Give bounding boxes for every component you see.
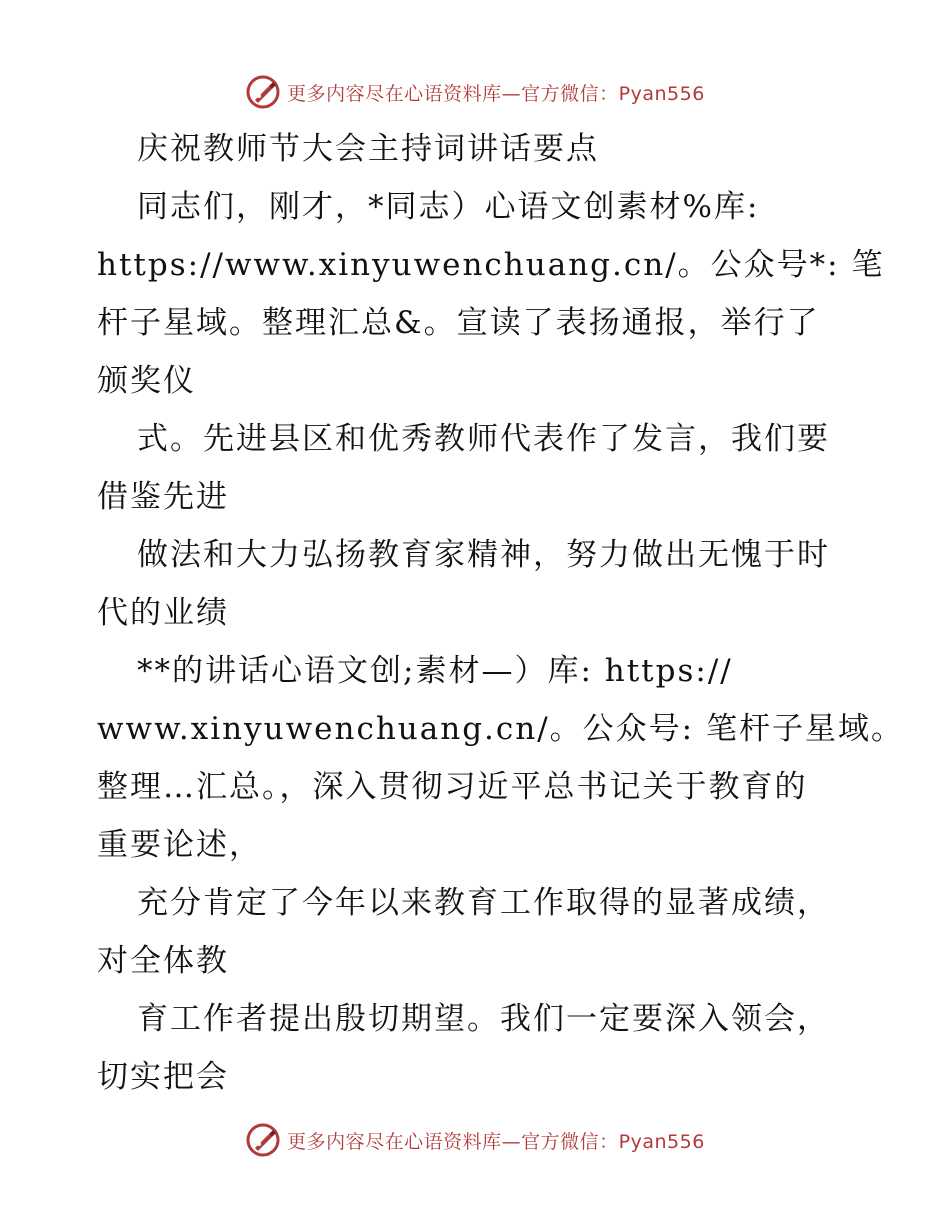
document-line: 式。先进县区和优秀教师代表作了发言，我们要 — [137, 421, 830, 457]
header-banner-main: 更多内容尽在心语资料库 — [287, 82, 502, 105]
document-line: 育工作者提出殷切期望。我们一定要深入领会， — [137, 1001, 830, 1037]
pen-logo-icon — [245, 1122, 281, 1158]
document-line: 整理…汇总。，深入贯彻习近平总书记关于教育的 — [97, 769, 808, 805]
document-line: 切实把会 — [97, 1059, 229, 1095]
document-line: 代的业绩 — [97, 595, 229, 631]
document-line: https://www.xinyuwenchuang.cn/。公众号*: 笔 — [97, 247, 885, 283]
footer-banner-dash: — — [501, 1130, 522, 1153]
header-banner-wechat: 官方微信：Pyan556 — [521, 82, 705, 105]
header-banner — [0, 70, 950, 114]
footer-banner-text — [287, 1127, 705, 1154]
footer-banner-main: 更多内容尽在心语资料库 — [287, 1130, 502, 1153]
header-banner-inner — [245, 74, 705, 110]
document-body — [97, 120, 904, 1106]
footer-banner — [0, 1118, 950, 1162]
document-line: www.xinyuwenchuang.cn/。公众号: 笔杆子星域。 — [97, 711, 904, 747]
header-banner-dash: — — [501, 82, 522, 105]
document-line: 重要论述， — [97, 827, 262, 863]
footer-banner-inner — [245, 1122, 705, 1158]
document-line: 借鉴先进 — [97, 479, 229, 515]
document-line: 对全体教 — [97, 943, 229, 979]
document-line: 做法和大力弘扬教育家精神，努力做出无愧于时 — [137, 537, 830, 573]
document-line: 颁奖仪 — [97, 363, 196, 399]
document-title: 庆祝教师节大会主持词讲话要点 — [137, 131, 599, 167]
footer-banner-wechat: 官方微信：Pyan556 — [521, 1130, 705, 1153]
header-banner-text — [287, 79, 705, 106]
document-line: 杆子星域。整理汇总&。宣读了表扬通报，举行了 — [97, 305, 820, 341]
document-line: 充分肯定了今年以来教育工作取得的显著成绩， — [137, 885, 830, 921]
document-line: **的讲话心语文创;素材—）库: https:// — [137, 653, 733, 689]
pen-logo-icon — [245, 74, 281, 110]
document-line: 同志们，刚才，*同志）心语文创素材%库: — [137, 189, 760, 225]
